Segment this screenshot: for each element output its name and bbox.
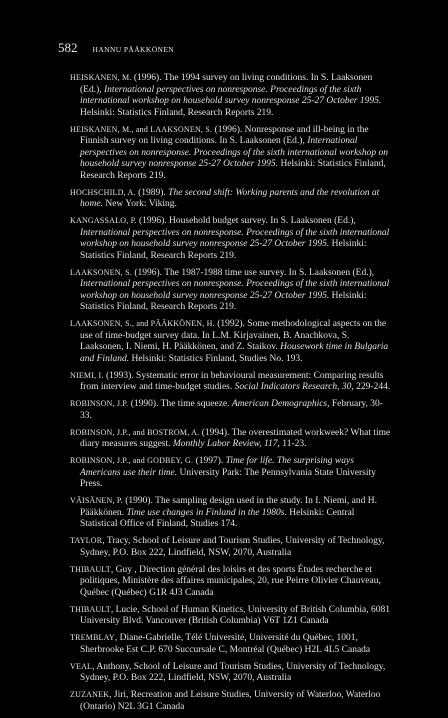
reference-year: (1994). — [199, 427, 232, 438]
reference-entry — [70, 535, 392, 559]
reference-year: (1990). — [122, 496, 156, 506]
reference-authors: ZUZANEK — [70, 690, 110, 699]
reference-authors: THIBAULT — [70, 604, 111, 614]
reference-authors: TAYLOR — [70, 536, 103, 545]
reference-entry — [70, 455, 392, 491]
reference-entry — [70, 427, 392, 451]
reference-title: The 1994 survey on living conditions. In S. Laaksonen (Ed.), — [80, 73, 373, 95]
reference-year: (1996). — [212, 124, 245, 135]
reference-authors: HOCHSCHILD, A. — [70, 187, 136, 197]
reference-title: Some methodological aspects on the use of time-budget survey data. In L.M. Kirjavainen, B. Anachkova, S. Laaksonen, I. Niemi, H. Pääkkönen, and Z. Staikov. — [80, 319, 387, 352]
reference-source: International perspectives on nonresponse. Proceedings of the sixth international workshop on household survey nonresponse 25-27 October 1995. — [80, 279, 390, 301]
reference-source: Social Indicators Research, 30, — [234, 382, 354, 392]
reference-source: International perspectives on nonresponse. Proceedings of the sixth international workshop on household survey nonresponse 25-27 October 1995. — [80, 136, 389, 169]
reference-title: The overestimated workweek? What time diary measures suggest. — [80, 427, 391, 449]
reference-title: Systematic error in behavioural measurement: Comparing results from interview and time-budget studies. — [80, 370, 384, 392]
reference-year: (1992). — [214, 319, 248, 329]
reference-source: Housework time in Bulgaria and Finland. — [80, 342, 389, 364]
reference-publisher: Helsinki: Statistics Finland, Research Reports 219. — [80, 159, 386, 181]
reference-publisher: 11-23. — [279, 439, 307, 449]
reference-source: Monthly Labor Review, 117, — [172, 439, 280, 449]
reference-year: (1996). — [131, 267, 165, 278]
reference-entry — [70, 72, 392, 119]
reference-publisher: New York: Viking. — [102, 199, 177, 209]
reference-entry — [70, 604, 392, 628]
reference-year: (1997). — [193, 456, 226, 466]
reference-title: , Jiri, Recreation and Leisure Studies, University of Waterloo, Waterloo (Ontario) N2L 3G1 Canada — [80, 690, 381, 712]
reference-year: (1989). — [135, 187, 169, 198]
reference-title: , Tracy, School of Leisure and Tourism Studies, University of Technology, Sydney, P.O. Box 222, Lindfield, NSW, 2070, Australia — [80, 536, 385, 558]
reference-authors: TREMBLAY — [70, 633, 115, 642]
reference-title: , Diane-Gabrielle, Télé Université, Université du Québec, 1001, Sherbrooke Est C.P. 670 Succursale C, Montréal (Québec) H2L 4L5 Canada — [80, 633, 371, 655]
reference-publisher: Helsinki: Statistics Finland, Research Reports 219. — [80, 290, 367, 312]
reference-authors: LAAKSONEN, S. — [70, 267, 132, 277]
reference-title: Nonresponse and ill-being in the Finnish survey on living conditions. In S. Laaksonen (Ed.), — [80, 124, 369, 146]
reference-source: American Demographics, — [231, 399, 330, 409]
reference-authors: NIEMI, I. — [70, 370, 104, 380]
reference-entry — [70, 187, 392, 211]
reference-year: (1993). — [103, 370, 137, 381]
reference-entry — [70, 632, 392, 656]
reference-title: , Lucie, School of Human Kinetics, University of British Columbia, 6081 University Blvd. Vancouver (British Columbia) V6T 1Z1 Canada — [80, 604, 391, 626]
reference-publisher: Helsinki: Central Statistical Office of Finland, Studies 174. — [80, 507, 355, 529]
reference-year: (1996). — [131, 73, 164, 83]
reference-authors: ROBINSON, J.P. — [70, 399, 129, 408]
reference-source: International perspectives on nonresponse. Proceedings of the sixth international workshop on household survey nonresponse 25-27 October 1995. — [80, 84, 382, 106]
reference-authors: THIBAULT — [70, 564, 111, 574]
reference-entry — [70, 661, 392, 685]
reference-source: Time for life. The surprising ways Americans use their time. — [80, 456, 354, 478]
reference-year: (1996). — [136, 216, 170, 226]
reference-list — [70, 72, 392, 718]
reference-authors: LAAKSONEN, S., and PÄÄKKÖNEN, H. — [70, 319, 215, 328]
running-head — [58, 40, 174, 56]
reference-source: Time use changes in Finland in the 1980s. — [126, 507, 287, 518]
reference-authors: HEISKANEN, M. — [70, 73, 132, 82]
reference-authors: HEISKANEN, M., and LAAKSONEN, S. — [70, 124, 213, 134]
reference-entry — [70, 689, 392, 713]
reference-publisher: February, 30-33. — [80, 399, 383, 421]
reference-year: (1990). — [128, 399, 161, 409]
reference-title: The 1987-1988 time use survey. In S. Laaksonen (Ed.), — [164, 267, 375, 278]
reference-entry — [70, 398, 392, 422]
reference-entry — [70, 564, 392, 600]
reference-source: The second shift: Working parents and the revolution at home. — [80, 187, 380, 209]
reference-publisher: University Park: The Pennsylvania State University Press. — [80, 467, 376, 489]
reference-authors: ROBINSON, J.P., and GODBEY, G. — [70, 456, 194, 465]
reference-publisher: 229-244. — [353, 382, 391, 392]
reference-entry — [70, 215, 392, 262]
reference-entry — [70, 267, 392, 314]
reference-entry — [70, 124, 392, 183]
reference-publisher: Helsinki: Statistics Finland, Research Reports 219. — [80, 107, 274, 118]
reference-entry — [70, 495, 392, 531]
page-number: 582 — [58, 40, 78, 55]
reference-authors: KANGASSALO, P. — [70, 216, 137, 225]
reference-authors: VÄISÄNEN, P. — [70, 496, 123, 505]
reference-title: , Guy , Direction général des loisirs et des sports Études recherche et politiques, Ministère des affaires municipales, 20, rue Peirre Olivier Chauveau, Québec (Québec) G1R 4J3 Canada — [80, 564, 381, 598]
reference-title: Household budget survey. In S. Laaksonen (Ed.), — [169, 216, 356, 226]
reference-entry — [70, 318, 392, 365]
reference-authors: ROBINSON, J.P., and BOSTROM, A. — [70, 427, 200, 437]
reference-entry — [70, 370, 392, 394]
reference-publisher: Helsinki: Statistics Finland, Studies No. 193. — [129, 353, 303, 364]
running-head-author: HANNU PÄÄKKÖNEN — [92, 45, 175, 54]
reference-authors: VEAL — [70, 661, 93, 671]
reference-title: , Anthony, School of Leisure and Tourism Studies, University of Technology, Sydney, P.O. Box 222, Lindfield, NSW, 2070, Australia — [80, 661, 386, 683]
reference-title: The sampling design used in the study. In I. Niemi, and H. Pääkkönen. — [80, 496, 377, 518]
reference-source: International perspectives on nonresponse. Proceedings of the sixth international workshop on household survey nonresponse 25-27 October 1995. — [80, 227, 390, 249]
reference-publisher: Helsinki: Statistics Finland, Research Reports 219. — [80, 239, 367, 261]
reference-title: The time squeeze. — [160, 399, 232, 409]
